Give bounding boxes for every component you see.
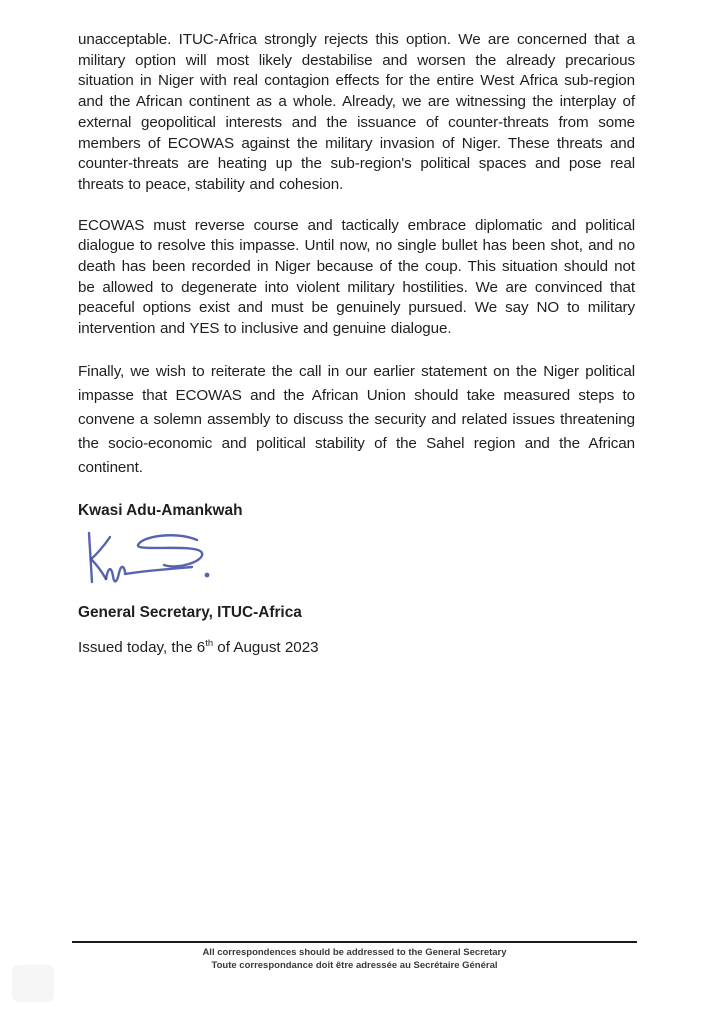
date-ordinal-superscript: th: [205, 636, 214, 648]
issue-date-prefix: Issued today, the 6: [78, 638, 206, 656]
paragraph-military-option: unacceptable. ITUC-Africa strongly rejects this option. We are concerned that a military option will most likely destabilise and worsen the already precarious situation in Niger with real contagion effects for the entire West Africa sub-region and the African continent as a whole. Already, we are witnessing the interplay of external geopolitical interests and the issuance of counter-threats from some members of ECOWAS against the military invasion of Niger. These threats and counter-threats are heating up the sub-region's political spaces and pose real threats to peace, stability and cohesion.: [78, 31, 635, 193]
footer-divider: [72, 941, 637, 943]
signature-ink-icon: [80, 526, 212, 594]
paragraph-solemn-assembly: Finally, we wish to reiterate the call in our earlier statement on the Niger political impasse that ECOWAS and the African Union should take measured steps to convene a solemn assembly to discuss the security and related issues threatening the socio-economic and political stability of the Sahel region and the African continent.: [78, 362, 635, 476]
footer-correspondence-en: All correspondences should be addressed to the General Secretary: [202, 947, 507, 958]
corner-overlay-box: [12, 965, 54, 1002]
signatory-title: General Secretary, ITUC-Africa: [78, 603, 302, 621]
signatory-name: Kwasi Adu-Amankwah: [78, 501, 243, 519]
issue-date-suffix: of August 2023: [213, 638, 319, 656]
paragraph-ecowas-dialogue: ECOWAS must reverse course and tactically embrace diplomatic and political dialogue to resolve this impasse. Until now, no single bullet has been shot, and no death has been recorded in Niger because of the coup. This situation should not be allowed to degenerate into violent military hostilities. We are convinced that peaceful options exist and must be genuinely pursued. We say NO to military intervention and YES to inclusive and genuine dialogue.: [78, 216, 635, 338]
footer-correspondence-fr: Toute correspondance doit être adressée au Secrétaire Général: [211, 960, 498, 971]
handwritten-signature-image: [80, 526, 212, 594]
issue-date-line: [78, 636, 635, 656]
letter-body: [78, 30, 635, 656]
page-footer: [72, 941, 637, 972]
